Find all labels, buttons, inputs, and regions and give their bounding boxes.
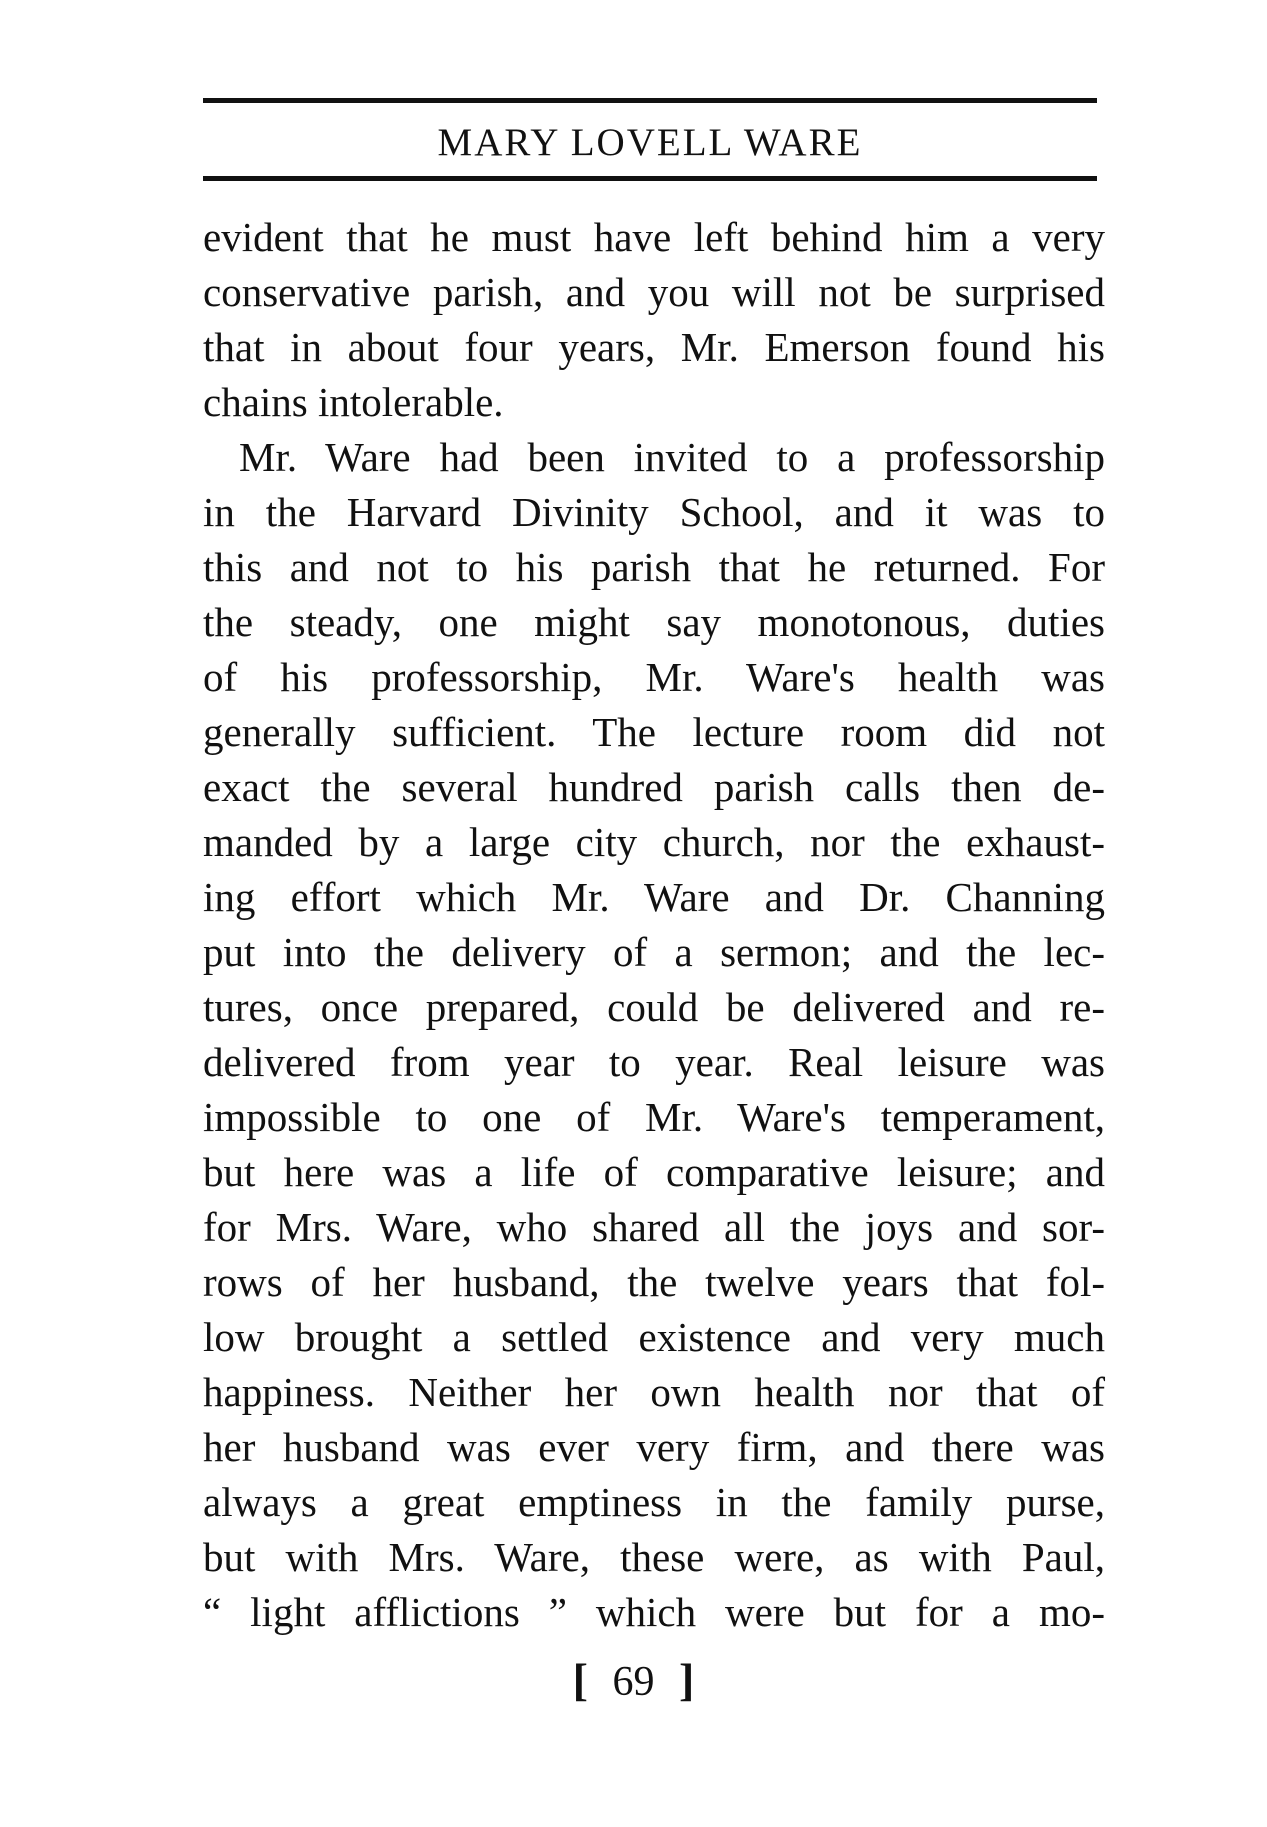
text-line: happiness. Neither her own health nor that of — [203, 1369, 1105, 1415]
text-line: for Mrs. Ware, who shared all the joys and sor- — [203, 1204, 1105, 1250]
text-line: but here was a life of comparative leisure; and — [203, 1149, 1105, 1195]
text-line: tures, once prepared, could be delivered and re- — [203, 984, 1105, 1030]
running-title: MARY LOVELL WARE — [437, 121, 863, 164]
text-line: “ light afflictions ” which were but for a mo- — [203, 1589, 1105, 1635]
text-line: manded by a large city church, nor the exhaust- — [203, 819, 1105, 865]
text-line: low brought a settled existence and very much — [203, 1314, 1105, 1360]
text-line: Mr. Ware had been invited to a professorship — [239, 434, 1105, 480]
text-line: the steady, one might say monotonous, duties — [203, 599, 1105, 645]
text-line: exact the several hundred parish calls then de- — [203, 764, 1105, 810]
text-line: but with Mrs. Ware, these were, as with Paul, — [203, 1534, 1105, 1580]
text-line: this and not to his parish that he returned. For — [203, 544, 1105, 590]
text-line: conservative parish, and you will not be surprised — [203, 269, 1105, 315]
page-number: 69 — [612, 1659, 655, 1705]
text-line: generally sufficient. The lecture room did not — [203, 709, 1105, 755]
header-rule-bottom — [203, 176, 1097, 181]
folio-bracket-open: [ — [572, 1654, 588, 1705]
header-rule-top — [203, 98, 1097, 103]
text-line: in the Harvard Divinity School, and it was to — [203, 489, 1105, 535]
text-line: her husband was ever very firm, and there was — [203, 1424, 1105, 1470]
text-line: put into the delivery of a sermon; and the lec- — [203, 929, 1105, 975]
text-line: of his professorship, Mr. Ware's health was — [203, 654, 1105, 700]
body-text — [203, 210, 1105, 1640]
text-line: delivered from year to year. Real leisure was — [203, 1039, 1105, 1085]
text-line: impossible to one of Mr. Ware's temperament, — [203, 1094, 1105, 1140]
page-number-footer — [0, 1655, 1267, 1707]
text-line: rows of her husband, the twelve years that fol- — [203, 1259, 1105, 1305]
text-line: that in about four years, Mr. Emerson found his — [203, 324, 1105, 370]
folio-bracket-close: ] — [679, 1654, 695, 1705]
text-line: ing effort which Mr. Ware and Dr. Channing — [203, 874, 1105, 920]
text-line: always a great emptiness in the family purse, — [203, 1479, 1105, 1525]
text-line: chains intolerable. — [203, 379, 504, 425]
text-line: evident that he must have left behind him a very — [203, 214, 1105, 260]
